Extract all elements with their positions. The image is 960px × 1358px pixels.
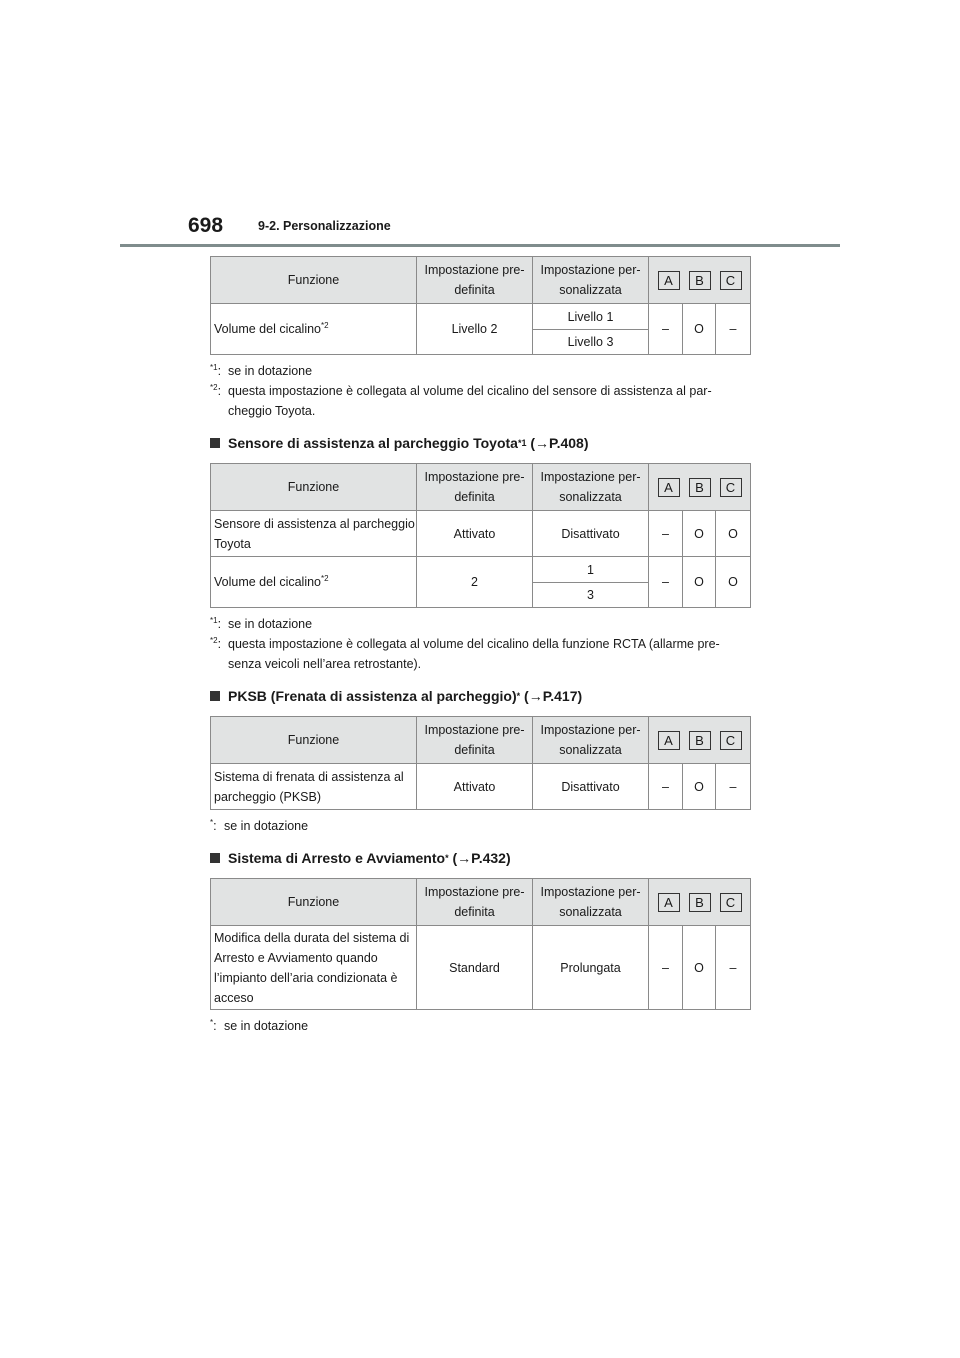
default-cell: Standard xyxy=(417,926,533,1010)
table-row xyxy=(211,557,751,583)
b-cell: O xyxy=(683,304,716,355)
table-row xyxy=(211,511,751,557)
column-a-label: A xyxy=(658,478,680,497)
column-b-label: B xyxy=(689,731,711,750)
column-b-label: B xyxy=(689,478,711,497)
column-b-label: B xyxy=(689,893,711,912)
header-custom: Impostazione per- sonalizzata xyxy=(533,717,649,764)
section-heading: PKSB (Frenata di assistenza al parcheggio) * ( → P.417 ) xyxy=(210,688,750,704)
footnote: $^{*2}$: questa impostazione è collegata al volume del cicalino della funzione RCTA (allarme pre-senza veicoli nell’area retrostante). xyxy=(210,635,720,671)
header-divider xyxy=(120,244,840,247)
page-number: 698 xyxy=(188,214,224,237)
default-cell: 2 xyxy=(417,557,533,608)
square-bullet-icon xyxy=(210,853,220,863)
header-function: Funzione xyxy=(211,464,417,511)
settings-table-stop-start xyxy=(210,878,751,1010)
header-default: Impostazione pre- definita xyxy=(417,257,533,304)
section-title: 9-2. Personalizzazione xyxy=(258,219,391,233)
footnote: $^{*1}$: se in dotazione xyxy=(210,615,313,631)
custom-cell: Disattivato xyxy=(533,764,649,810)
custom-cell: 3 xyxy=(533,583,649,608)
column-c-label: C xyxy=(720,271,742,290)
a-cell: – xyxy=(649,304,683,355)
function-cell: Sensore di assistenza al parcheggio Toyota xyxy=(211,511,417,557)
column-a-label: A xyxy=(658,893,680,912)
b-cell: O xyxy=(683,764,716,810)
column-c-label: C xyxy=(720,731,742,750)
column-c-label: C xyxy=(720,893,742,912)
footnote: $^{*1}$: se in dotazione xyxy=(210,362,313,378)
table-row xyxy=(211,304,751,330)
square-bullet-icon xyxy=(210,438,220,448)
page-header xyxy=(0,0,960,250)
header-abc xyxy=(649,879,751,926)
custom-cell: 1 xyxy=(533,557,649,583)
page-reference[interactable]: P.432 xyxy=(471,850,506,866)
header-function: Funzione xyxy=(211,257,417,304)
settings-table-pksb xyxy=(210,716,751,810)
page-content xyxy=(210,256,750,1036)
header-abc xyxy=(649,464,751,511)
header-custom: Impostazione per- sonalizzata xyxy=(533,464,649,511)
section-heading: Sistema di Arresto e Avviamento * ( → P.432 ) xyxy=(210,850,750,866)
column-b-label: B xyxy=(689,271,711,290)
column-a-label: A xyxy=(658,731,680,750)
table-header-row xyxy=(211,464,751,511)
default-cell: Attivato xyxy=(417,511,533,557)
footnote: *: se in dotazione xyxy=(210,1017,309,1033)
function-cell: Modifica della durata del sistema di Arresto e Avviamento quando l’impianto dell’aria condizionata è acceso xyxy=(211,926,417,1010)
default-cell: Livello 2 xyxy=(417,304,533,355)
a-cell: – xyxy=(649,764,683,810)
table-header-row xyxy=(211,257,751,304)
b-cell: O xyxy=(683,926,716,1010)
custom-cell: Livello 1 xyxy=(533,304,649,330)
column-a-label: A xyxy=(658,271,680,290)
default-cell: Attivato xyxy=(417,764,533,810)
header-function: Funzione xyxy=(211,879,417,926)
table-row xyxy=(211,926,751,1010)
arrow-icon: → xyxy=(457,850,472,866)
c-cell: – xyxy=(716,926,751,1010)
footnotes xyxy=(210,816,750,836)
square-bullet-icon xyxy=(210,691,220,701)
custom-cell: Prolungata xyxy=(533,926,649,1010)
b-cell: O xyxy=(683,557,716,608)
c-cell: O xyxy=(716,557,751,608)
a-cell: – xyxy=(649,926,683,1010)
footnotes xyxy=(210,1016,750,1036)
header-abc xyxy=(649,257,751,304)
page-reference[interactable]: P.417 xyxy=(542,688,578,704)
footnotes xyxy=(210,614,750,674)
header-custom: Impostazione per- sonalizzata xyxy=(533,257,649,304)
section-heading: Sensore di assistenza al parcheggio Toyota *1 ( → P.408 ) xyxy=(210,435,750,451)
a-cell: – xyxy=(649,511,683,557)
function-cell: Volume del cicalino$^{*2}$ xyxy=(211,304,417,355)
column-c-label: C xyxy=(720,478,742,497)
c-cell: – xyxy=(716,764,751,810)
c-cell: O xyxy=(716,511,751,557)
function-cell: Volume del cicalino$^{*2}$ xyxy=(211,557,417,608)
header-abc xyxy=(649,717,751,764)
footnote: *: se in dotazione xyxy=(210,817,309,833)
header-default: Impostazione pre- definita xyxy=(417,879,533,926)
b-cell: O xyxy=(683,511,716,557)
arrow-icon: → xyxy=(528,688,543,704)
table-row xyxy=(211,764,751,810)
footnotes xyxy=(210,361,750,421)
settings-table-beep-volume xyxy=(210,256,751,355)
arrow-icon: → xyxy=(535,435,550,451)
header-custom: Impostazione per- sonalizzata xyxy=(533,879,649,926)
a-cell: – xyxy=(649,557,683,608)
header-default: Impostazione pre- definita xyxy=(417,717,533,764)
custom-cell: Livello 3 xyxy=(533,330,649,355)
custom-cell: Disattivato xyxy=(533,511,649,557)
function-cell: Sistema di frenata di assistenza al parcheggio (PKSB) xyxy=(211,764,417,810)
header-default: Impostazione pre- definita xyxy=(417,464,533,511)
page-reference[interactable]: P.408 xyxy=(549,435,584,451)
settings-table-parking-sensor xyxy=(210,463,751,608)
footnote: $^{*2}$: questa impostazione è collegata al volume del cicalino del sensore di assistenza al par-cheggio Toyota. xyxy=(210,382,712,418)
table-header-row xyxy=(211,717,751,764)
c-cell: – xyxy=(716,304,751,355)
table-header-row xyxy=(211,879,751,926)
header-function: Funzione xyxy=(211,717,417,764)
